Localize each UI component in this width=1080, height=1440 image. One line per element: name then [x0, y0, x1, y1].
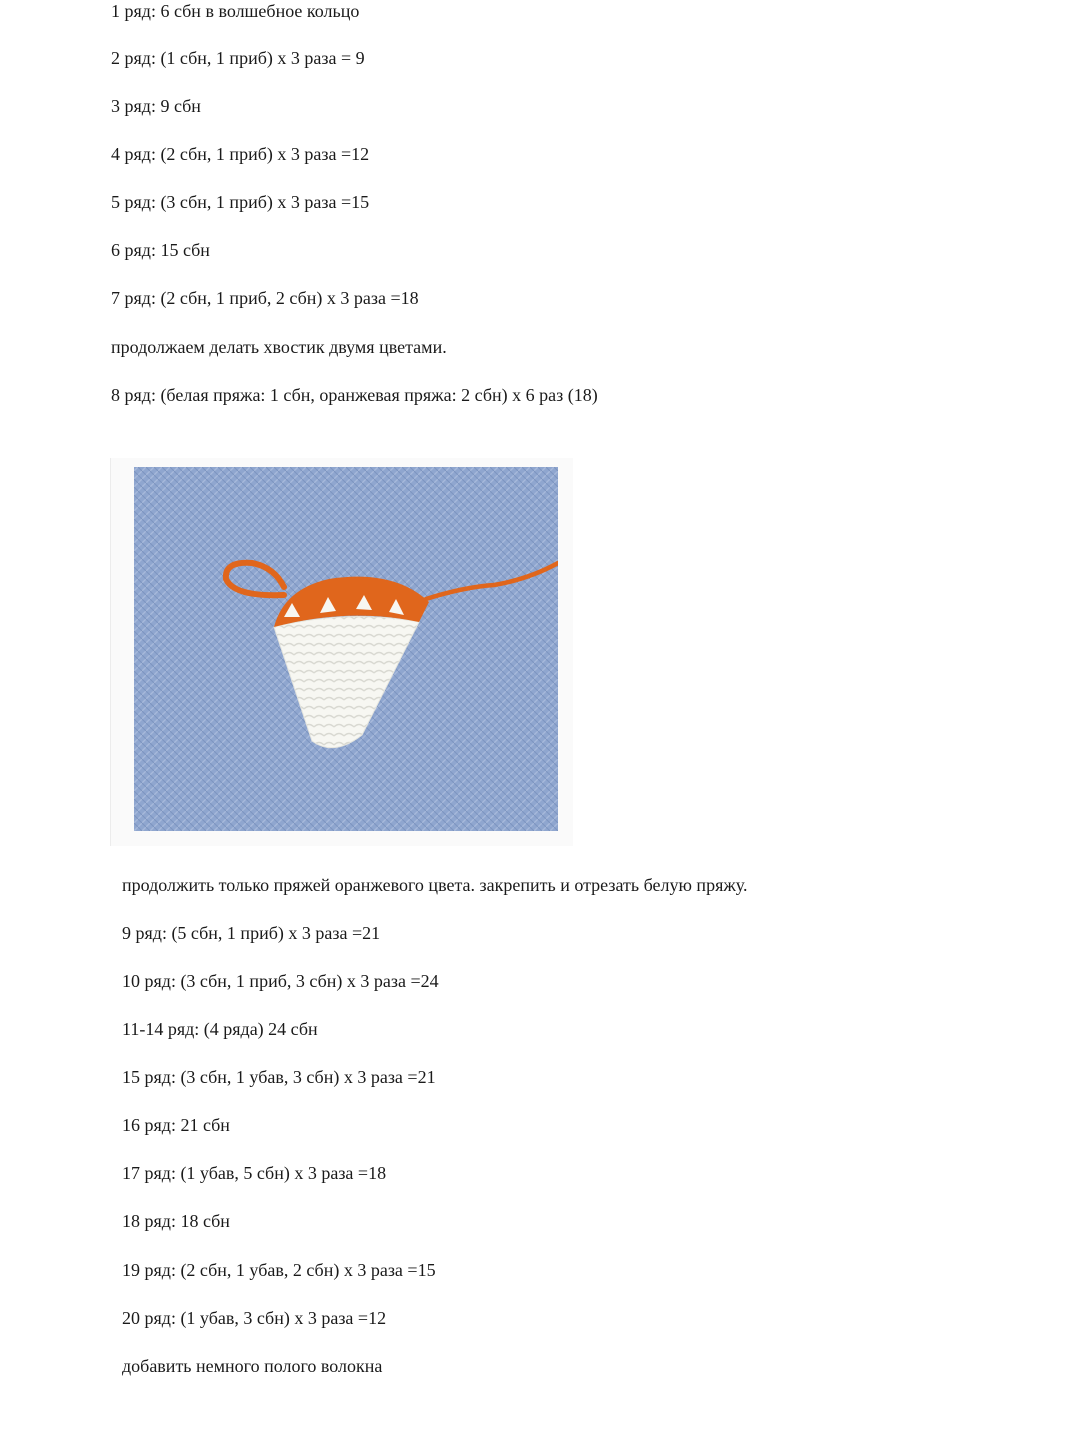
crochet-tail-photo: [134, 467, 558, 831]
row-18-text: 18 ряд: 18 сбн: [122, 1211, 230, 1231]
row-4-text: 4 ряд: (2 сбн, 1 приб) х 3 раза =12: [111, 144, 370, 164]
row-16-text: 16 ряд: 21 сбн: [122, 1115, 230, 1135]
row-1-text: 1 ряд: 6 сбн в волшебное кольцо: [111, 1, 360, 21]
row-17-text: 17 ряд: (1 убав, 5 сбн) х 3 раза =18: [122, 1163, 387, 1183]
row-6-text: 6 ряд: 15 сбн: [111, 240, 210, 260]
orange-only-note: продолжить только пряжей оранжевого цвета. закрепить и отрезать белую пряжу.: [122, 875, 748, 895]
row-5-text: 5 ряд: (3 сбн, 1 приб) х 3 раза =15: [111, 192, 370, 212]
row-20-text: 20 ряд: (1 убав, 3 сбн) х 3 раза =12: [122, 1308, 387, 1328]
row-10-text: 10 ряд: (3 сбн, 1 приб, 3 сбн) х 3 раза =24: [122, 971, 439, 991]
stuffing-note: добавить немного полого волокна: [122, 1356, 383, 1376]
row-8-text: 8 ряд: (белая пряжа: 1 сбн, оранжевая пряжа: 2 сбн) х 6 раз (18): [111, 385, 598, 405]
row-9-text: 9 ряд: (5 сбн, 1 приб) х 3 раза =21: [122, 923, 381, 943]
row-2-text: 2 ряд: (1 сбн, 1 приб) х 3 раза = 9: [111, 48, 365, 68]
two-color-note: продолжаем делать хвостик двумя цветами.: [111, 337, 447, 357]
row-11-14-text: 11-14 ряд: (4 ряда) 24 сбн: [122, 1019, 318, 1039]
row-3-text: 3 ряд: 9 сбн: [111, 96, 201, 116]
row-19-text: 19 ряд: (2 сбн, 1 убав, 2 сбн) х 3 раза =15: [122, 1260, 436, 1280]
row-7-text: 7 ряд: (2 сбн, 1 приб, 2 сбн) х 3 раза =18: [111, 288, 419, 308]
row-15-text: 15 ряд: (3 сбн, 1 убав, 3 сбн) х 3 раза =21: [122, 1067, 436, 1087]
